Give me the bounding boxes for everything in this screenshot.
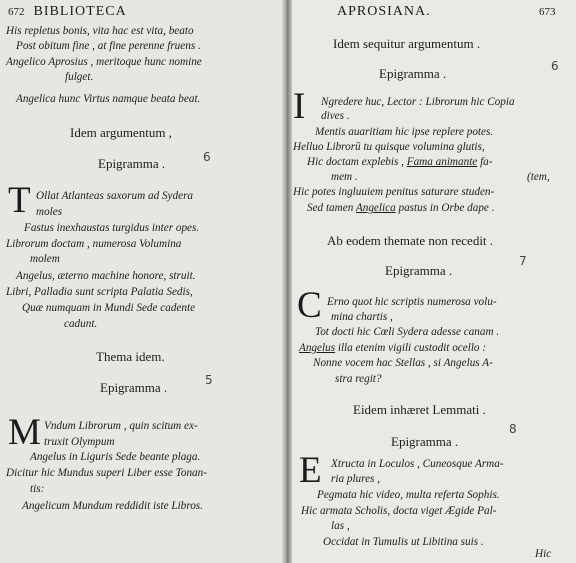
verse-line: mem . (331, 171, 358, 183)
right-running-title: APROSIANA. (337, 4, 431, 19)
catchword: Hic (535, 548, 552, 560)
verse-line: las , (331, 520, 350, 532)
epigram-title: Epigramma . (100, 380, 168, 395)
verse-line: ria plures , (331, 473, 380, 485)
intro-line: Angelico Aprosius , meritoque hunc nomine (6, 56, 202, 68)
verse-line: Quæ numquam in Mundi Sede cadente (22, 302, 196, 314)
verse-line: Helluo Librorū tu quisque volumina glutis, (293, 141, 485, 153)
section-heading: Ab eodem themate non recedit . (327, 233, 494, 248)
verse-line: Fastus inexhaustas turgidus inter opes. (24, 222, 200, 234)
handwritten-number: 7 (519, 254, 527, 268)
epigram-title: Epigramma . (385, 263, 453, 278)
underlined-phrase: Fama animante (406, 156, 478, 168)
drop-capital: M (8, 412, 41, 453)
verse-line: Erno quot hic scriptis numerosa volu- (327, 296, 497, 308)
verse-line: dives . (321, 110, 350, 122)
verse-line: moles (36, 206, 63, 218)
handwritten-number: 6 (551, 59, 559, 73)
verse-line: Angelus illa etenim vigili custodit ocello : (299, 342, 487, 354)
verse-line: Occidat in Tumulis ut Libitina suis . (323, 536, 484, 548)
right-page (287, 0, 576, 563)
handwritten-number: 8 (509, 422, 517, 436)
verse-line: Librorum doctam , numerosa Volumina (6, 238, 182, 250)
verse-line: cadunt. (64, 318, 98, 330)
verse-line: Hic potes ingluuiem penitus saturare studen- (293, 186, 495, 198)
verse-line: stra regit? (335, 373, 382, 385)
verse-line: Mentis auaritiam hic ipse replere potes. (315, 126, 494, 138)
verse-line: tis: (30, 483, 45, 495)
handwritten-number: 6 (203, 150, 211, 164)
underlined-word: Angelica (355, 202, 396, 214)
verse-line: Nonne vocem hac Stellas , si Angelus A- (313, 357, 493, 369)
intro-line: fulget. (65, 71, 94, 83)
right-running-head (337, 4, 431, 20)
verse-line: Pegmata hic video, multa referta Sophis. (317, 489, 500, 501)
drop-capital: E (299, 450, 322, 491)
verse-line: molem (30, 253, 60, 265)
drop-capital: T (8, 180, 31, 221)
epigram-title: Epigramma . (391, 434, 459, 449)
intro-line: Post obitum fine , at fine perenne fruens . (16, 40, 201, 52)
underlined-word: Angelus (299, 342, 336, 354)
verse-line: Tot docti hic Cœli Sydera adesse canam . (315, 326, 500, 338)
verse-line: Sed tamen Angelica pastus in Orbe dape . (307, 202, 495, 214)
left-page-number: 672 (8, 6, 25, 18)
right-page-number: 673 (539, 6, 556, 18)
verse-line: Vndum Librorum , quin scitum ex- (44, 420, 198, 432)
verse-line: Libri, Palladia sunt scripta Palatia Sedis, (6, 286, 193, 298)
verse-line: Ollat Atlanteas saxorum ad Sydera (36, 190, 194, 202)
book-gutter (282, 0, 292, 563)
left-page (0, 0, 287, 563)
drop-capital: I (293, 86, 306, 127)
intro-line: His repletus bonis, vita hac est vita, beato (6, 25, 194, 37)
verse-line: Angelicum Mundum reddidit iste Libros. (22, 500, 203, 512)
verse-line: Angelus in Liguris Sede beante plaga. (30, 451, 201, 463)
handwritten-number: 5 (205, 373, 213, 387)
left-running-head (8, 4, 127, 20)
verse-line: Hic armata Scholis, docta viget Ægide Pal- (301, 505, 497, 517)
section-heading: Idem sequitur argumentum . (333, 36, 481, 51)
verse-line: Dicitur hic Mundus superi Liber esse Tonan- (6, 467, 207, 479)
drop-capital: C (297, 285, 322, 326)
verse-line: Ngredere huc, Lector : Librorum hic Copia (321, 96, 515, 108)
epigram-title: Epigramma . (379, 66, 447, 81)
verse-line: Xtructa in Loculos , Cuneosque Arma- (331, 458, 504, 470)
verse-line-turnover: (tem, (527, 171, 550, 183)
section-heading: Thema idem. (96, 349, 165, 364)
epigram-title: Epigramma . (98, 156, 166, 171)
intro-line: Angelica hunc Virtus namque beata beat. (16, 93, 201, 105)
verse-line: truxit Olympum (44, 436, 115, 448)
verse-line: Angelus, æterno machine honore, struit. (16, 270, 196, 282)
section-heading: Eidem inhæret Lemmati . (353, 402, 486, 417)
left-running-title: BIBLIOTECA (33, 4, 127, 19)
right-page-number-wrap (539, 4, 556, 20)
verse-line: Hic doctam explebis , Fama animante fa- (307, 156, 493, 168)
section-heading: Idem argumentum , (70, 125, 172, 140)
verse-line: mina chartis , (331, 311, 393, 323)
